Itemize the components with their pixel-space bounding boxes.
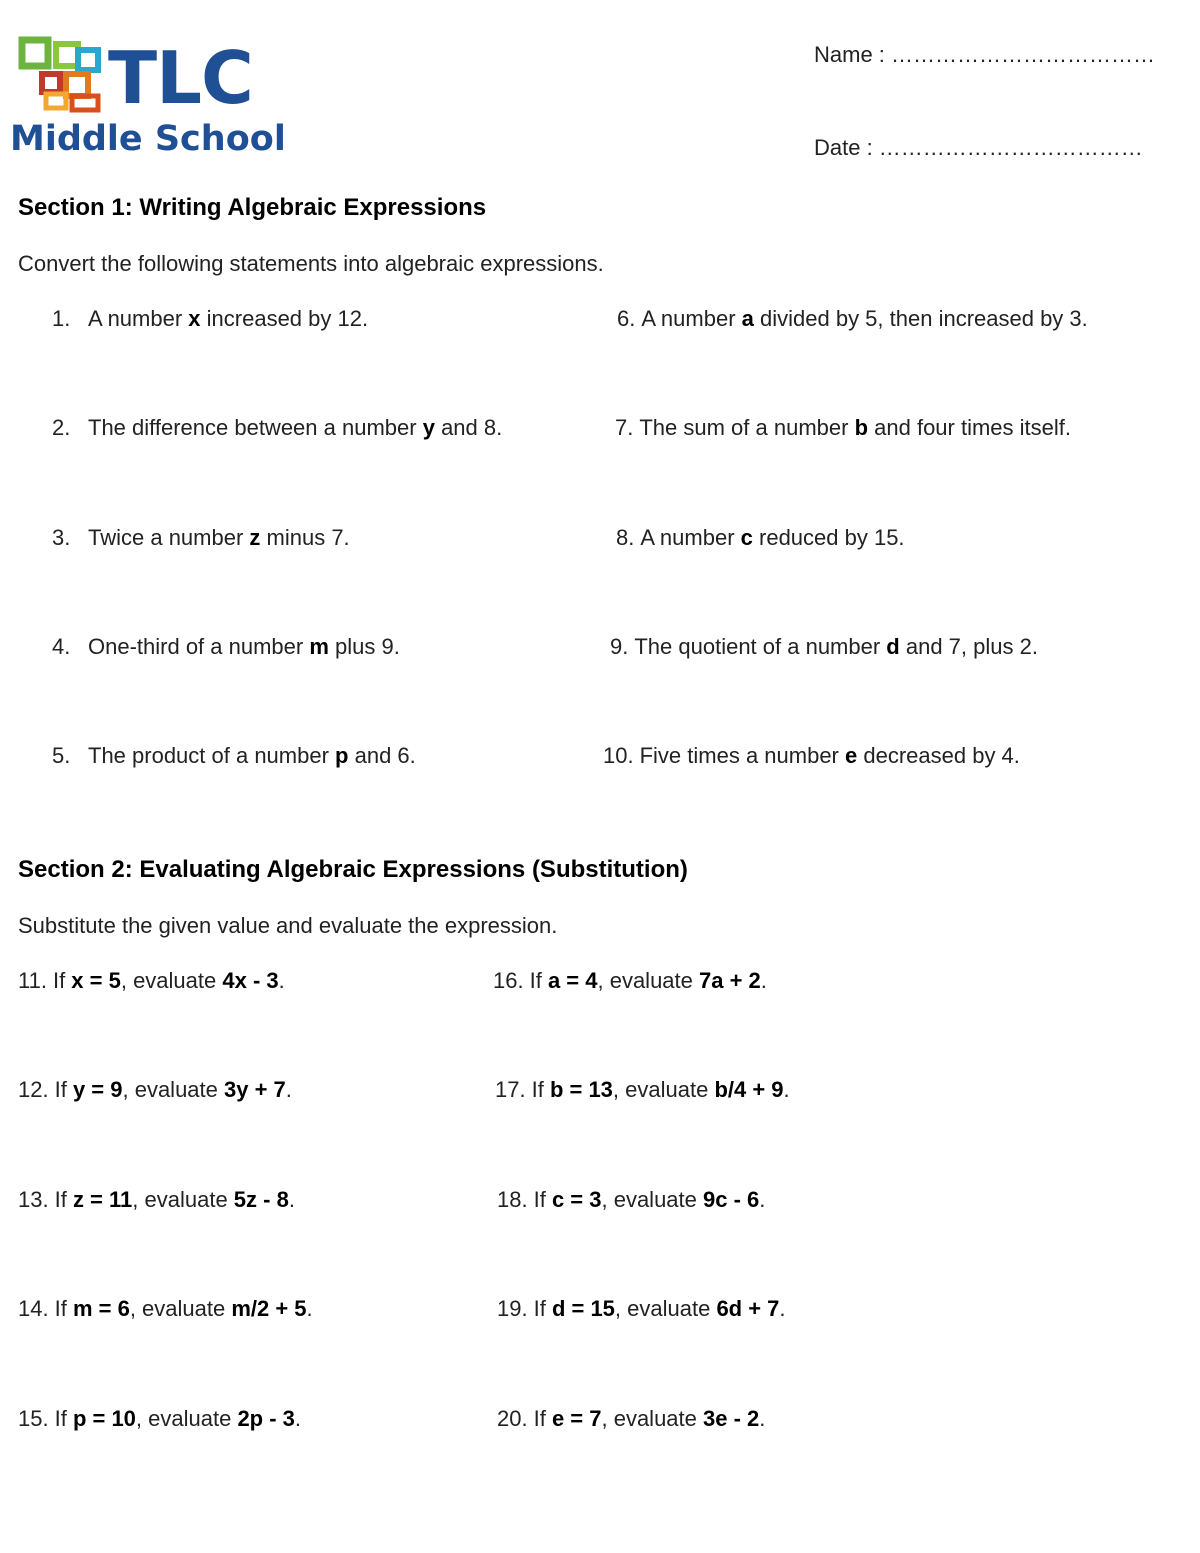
question-number: 3. [52,525,71,550]
question-item [18,1296,313,1322]
question-text: The product of a number [88,743,336,768]
question-text: , evaluate [122,1077,224,1102]
question-text: , evaluate [120,968,223,993]
question-text: The difference between a number [88,415,423,440]
question-text: reduced by 15. [752,525,905,550]
question-text: . [779,1296,786,1321]
question-item [18,1077,292,1103]
question-item [497,1187,765,1213]
question-condition: a = 4 [547,968,598,993]
question-item [52,415,502,441]
question-text: A number [88,306,189,331]
question-text: A number [640,525,741,550]
question-variable: d [886,634,900,659]
question-text: The quotient of a number [634,634,887,659]
question-expression: 3e - 2 [703,1406,760,1431]
question-variable: e [845,743,858,768]
question-number: 9. [610,634,629,659]
question-number: 20. [497,1406,528,1431]
question-number: 16. [493,968,524,993]
name-field[interactable]: Name : ……………………………… [814,42,1156,67]
question-item [616,525,905,551]
question-item [615,415,1071,441]
question-text: and 8. [434,415,503,440]
logo-title: TLC [108,36,253,120]
question-text: One-third of a number [88,634,310,659]
question-text: divided by 5, then increased by 3. [753,306,1088,331]
section2-instruction: Substitute the given value and evaluate the expression. [18,913,558,938]
question-number: 2. [52,415,71,440]
question-variable: p [335,743,349,768]
question-number: 12. [18,1077,49,1102]
question-item [497,1296,786,1322]
school-logo [8,34,298,164]
question-variable: c [740,525,753,550]
question-number: 19. [497,1296,528,1321]
question-item [18,1406,301,1432]
question-text: , evaluate [135,1406,238,1431]
question-text: If [533,1406,552,1431]
question-number: 18. [497,1187,528,1212]
question-number: 11. [18,968,47,993]
question-text: plus 9. [328,634,400,659]
question-text: If [54,1406,73,1431]
question-text: , evaluate [132,1187,234,1212]
question-variable: m [309,634,329,659]
logo-subtitle: Middle School [10,119,286,159]
question-expression: 9c - 6 [703,1187,760,1212]
question-expression: 4x - 3 [222,968,279,993]
question-text: If [52,968,72,993]
question-text: and 6. [348,743,416,768]
question-variable: z [249,525,261,550]
question-text: If [529,968,548,993]
question-text: If [533,1296,552,1321]
question-text: . [278,968,285,993]
question-text: increased by 12. [200,306,369,331]
question-item [610,634,1038,660]
date-field[interactable]: Date : ……………………………… [814,135,1143,160]
question-text: and four times itself. [868,415,1072,440]
section1-title: Section 1: Writing Algebraic Expressions [18,194,487,221]
question-condition: c = 3 [551,1187,602,1212]
question-item [52,525,350,551]
question-item [52,634,400,660]
question-expression: 5z - 8 [233,1187,289,1212]
question-number: 6. [617,306,636,331]
question-text: Five times a number [639,743,845,768]
question-text: and 7, plus 2. [899,634,1038,659]
question-expression: m/2 + 5 [231,1296,307,1321]
question-item [497,1406,765,1432]
question-item [52,306,368,332]
question-number: 13. [18,1187,49,1212]
question-condition: d = 15 [551,1296,615,1321]
question-condition: m = 6 [72,1296,130,1321]
question-text: A number [641,306,742,331]
question-item [493,968,767,994]
section1-instruction: Convert the following statements into algebraic expressions. [18,251,604,276]
question-text: , evaluate [614,1296,717,1321]
question-variable: y [422,415,435,440]
question-variable: a [741,306,754,331]
question-number: 5. [52,743,71,768]
question-text: , evaluate [612,1077,715,1102]
question-expression: 7a + 2 [699,968,761,993]
question-text: , evaluate [129,1296,232,1321]
question-number: 1. [52,306,71,331]
question-text: minus 7. [260,525,350,550]
question-text: . [759,1406,766,1431]
question-condition: y = 9 [72,1077,123,1102]
question-text: If [54,1296,73,1321]
question-text: If [54,1077,73,1102]
question-text: . [306,1296,313,1321]
question-text: If [533,1187,552,1212]
question-number: 7. [615,415,634,440]
question-variable: x [188,306,201,331]
question-text: decreased by 4. [857,743,1020,768]
question-expression: b/4 + 9 [714,1077,784,1102]
section2-title: Section 2: Evaluating Algebraic Expressions (Substitution) [18,856,688,883]
question-text: . [783,1077,790,1102]
question-item [18,1187,295,1213]
question-item [18,968,285,994]
question-text: . [759,1187,766,1212]
question-variable: b [854,415,869,440]
question-text: . [288,1187,295,1212]
question-text: . [760,968,767,993]
question-text: The sum of a number [639,415,855,440]
question-number: 14. [18,1296,49,1321]
question-condition: e = 7 [551,1406,602,1431]
question-item [495,1077,790,1103]
question-text: If [531,1077,550,1102]
question-expression: 6d + 7 [716,1296,780,1321]
question-text: . [294,1406,302,1431]
question-number: 8. [616,525,635,550]
question-text: Twice a number [88,525,250,550]
question-text: , evaluate [601,1406,703,1431]
question-item [52,743,416,769]
question-text: , evaluate [597,968,699,993]
question-item [617,306,1088,332]
question-condition: p = 10 [72,1406,136,1431]
question-text: If [54,1187,73,1212]
question-number: 15. [18,1406,49,1431]
question-number: 10. [603,743,634,768]
question-item [603,743,1020,769]
question-condition: x = 5 [71,968,121,993]
question-condition: b = 13 [549,1077,613,1102]
question-number: 4. [52,634,71,659]
question-condition: z = 11 [72,1187,133,1212]
logo-squares-icon [16,34,108,116]
question-number: 17. [495,1077,526,1102]
question-text: . [285,1077,292,1102]
question-expression: 3y + 7 [224,1077,286,1102]
question-text: , evaluate [601,1187,703,1212]
question-expression: 2p - 3 [237,1406,295,1431]
